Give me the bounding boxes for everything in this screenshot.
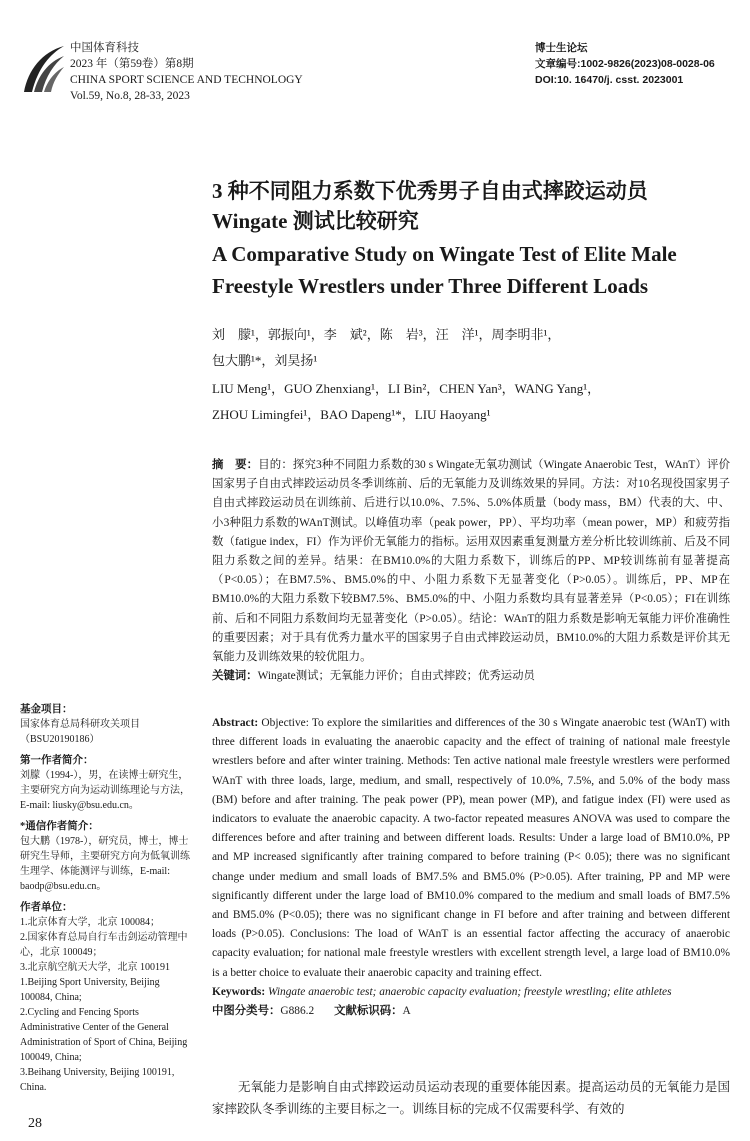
authors-cn: 刘 朦¹，郭振向¹，李 斌²，陈 岩³，汪 洋¹，周李明非¹， 包大鹏¹*，刘昊扬¹ [212, 327, 561, 368]
abstract-cn-label: 摘 要： [212, 459, 259, 471]
unit-item: 1.Beijing Sport University, Beijing 100084, China; [20, 977, 160, 1003]
fund-text: 国家体育总局科研攻关项目（BSU20190186） [20, 719, 140, 745]
title-en: A Comparative Study on Wingate Test of Elite Male Freestyle Wrestlers under Three Different Loads [212, 242, 677, 298]
abstract-cn [212, 456, 730, 686]
keywords-cn-text: Wingate测试；无氧能力评价；自由式摔跤；优秀运动员 [257, 670, 535, 683]
abstract-en [212, 714, 730, 1021]
keywords-en-label: Keywords: [212, 985, 266, 998]
unit-item: 3.北京航空航天大学，北京 100191 [20, 962, 170, 973]
body-paragraph: 无氧能力是影响自由式摔跤运动员运动表现的重要体能因素。提高运动员的无氧能力是国家摔跤队冬季训练的主要目标之一。训练目标的完成不仅需要科学、有效的 [212, 1080, 730, 1116]
page-number: 28 [28, 1116, 42, 1131]
fund-title: 基金项目： [20, 704, 73, 715]
journal-header [70, 40, 303, 104]
doc-code-label: 文献标识码： [334, 1005, 403, 1018]
journal-logo-icon [20, 40, 66, 100]
doc-code-value: A [402, 1005, 411, 1018]
clc-label: 中图分类号： [212, 1005, 281, 1018]
corr-author-title: *通信作者简介： [20, 821, 99, 832]
abstract-cn-text: 目的：探究3种不同阻力系数的30 s Wingate无氧功测试（Wingate Anaerobic Test，WAnT）评价国家男子自由式摔跤运动员冬季训练前、后的无氧能力及训练效果的异同。方法：对10名现役国家男子自由式摔跤运动员在训练前、后进行以10.0%、7.5%、5.0%体质量（body mass，BM）代表的大、中、小3种阻力系数的WAnT测试。以峰值功率（peak power，PP）、平均功率（mean power，MP）和疲劳指数（fatigue index，FI）作为评价无氧能力的指标。运用双因素重复测量方差分析比较训练前、后及不同阻力系数之间的差异。结果：在BM10.0%的大阻力系数下，训练后的PP、MP较训练前有显著提高（P<0.05）；在BM7.5%、BM5.0%的中、小阻力系数下无显著变化（P>0.05）。训练后，PP、MP在BM10.0%的大阻力系数下较BM7.5%、BM5.0%的中、小阻力系数均具有显著差异（P<0.05）；FI在训练前、后和不同阻力系数间均无显著变化（P>0.05）。结论：WAnT的阻力系数是影响无氧能力评价准确性的重要因素；对于具有优秀力量水平的国家男子自由式摔跤运动员，BM10.0%的大阻力系数是评价其无氧能力及训练效果的较优阻力。 [212, 459, 730, 664]
title-cn: 3 种不同阻力系数下优秀男子自由式摔跤运动员 Wingate 测试比较研究 [212, 179, 648, 233]
doi: DOI:10. 16470/j. csst. 2023001 [535, 74, 684, 86]
volume-en: Vol.59, No.8, 28-33, 2023 [70, 90, 190, 102]
corr-author-text: 包大鹏（1978-），研究员，博士，博士研究生导师，主要研究方向为低氧训练生理学、体能测评与训练，E-mail: baodp@bsu.edu.cn。 [20, 836, 190, 892]
journal-name-en: CHINA SPORT SCIENCE AND TECHNOLOGY [70, 74, 303, 86]
first-author-text: 刘朦（1994-），男，在读博士研究生，主要研究方向为运动训练理论与方法，E-mail: liusky@bsu.edu.cn。 [20, 770, 190, 811]
article-meta [535, 40, 715, 88]
issue-cn: 2023 年（第59卷）第8期 [70, 58, 194, 70]
sidebar-notes [20, 702, 190, 1101]
clc-value: G886.2 [280, 1005, 315, 1018]
journal-name-cn: 中国体育科技 [70, 42, 139, 54]
unit-item: 2.国家体育总局自行车击剑运动管理中心，北京 100049； [20, 932, 188, 958]
abstract-en-label: Abstract: [212, 717, 259, 729]
unit-item: 3.Beihang University, Beijing 100191, China. [20, 1067, 175, 1093]
keywords-en-text: Wingate anaerobic test; anaerobic capacity evaluation; freestyle wrestling; elite athletes [268, 985, 672, 998]
keywords-cn-label: 关键词： [212, 670, 258, 683]
column-name: 博士生论坛 [535, 42, 588, 54]
first-author-title: 第一作者简介： [20, 755, 94, 766]
unit-item: 1.北京体育大学，北京 100084； [20, 917, 160, 928]
units-title: 作者单位： [20, 902, 73, 913]
article-number: 文章编号:1002-9826(2023)08-0028-06 [535, 58, 715, 70]
abstract-en-text: Objective: To explore the similarities and differences of the 30 s Wingate anaerobic test (WAnT) with three different loads in evaluating the anaerobic capacity and the effect of training of national male freestyle wrestlers before and after winter training. Methods: Ten active national male freestyle wrestlers were performed WAnT with three loads, large, medium, and small, respectively of 10.0%, 7.5%, and 5.0% of the body mass (BM) before and after training. The peak power (PP), mean power (MP), and fatigue index (FI) were used as indicators to evaluate the anaerobic capacity. A two-factor repeated measures ANOVA was used to compare the differences before and after training and between different loads. Results: Under a large load of BM10.0%, PP and MP increased significantly after training compared to before training (P< 0.05); there was no significant change under medium and small loads of BM7.5% and BM5.0% (P>0.05). After training, PP and MP were significantly different under the large load of BM10.0% compared to the medium and small loads of BM7.5% and BM5.0% (P<0.05); there was no significant change in FI before and after training and between different loads (P>0.05). Conclusions: The load of WAnT is an essential factor affecting the accuracy of anaerobic capacity evaluation; for national male freestyle wrestlers with excellent strength level, a large load of BM10.0% is a better choice to evaluate their anaerobic capacity and training effect. [212, 717, 730, 979]
authors-en: LIU Meng¹，GUO Zhenxiang¹，LI Bin²，CHEN Yan³，WANG Yang¹， ZHOU Limingfei¹，BAO Dapeng¹*，LIU Haoyang¹ [212, 381, 601, 422]
unit-item: 2.Cycling and Fencing Sports Administrative Center of the General Administration of Sport of China, Beijing 100049, China; [20, 1007, 188, 1063]
